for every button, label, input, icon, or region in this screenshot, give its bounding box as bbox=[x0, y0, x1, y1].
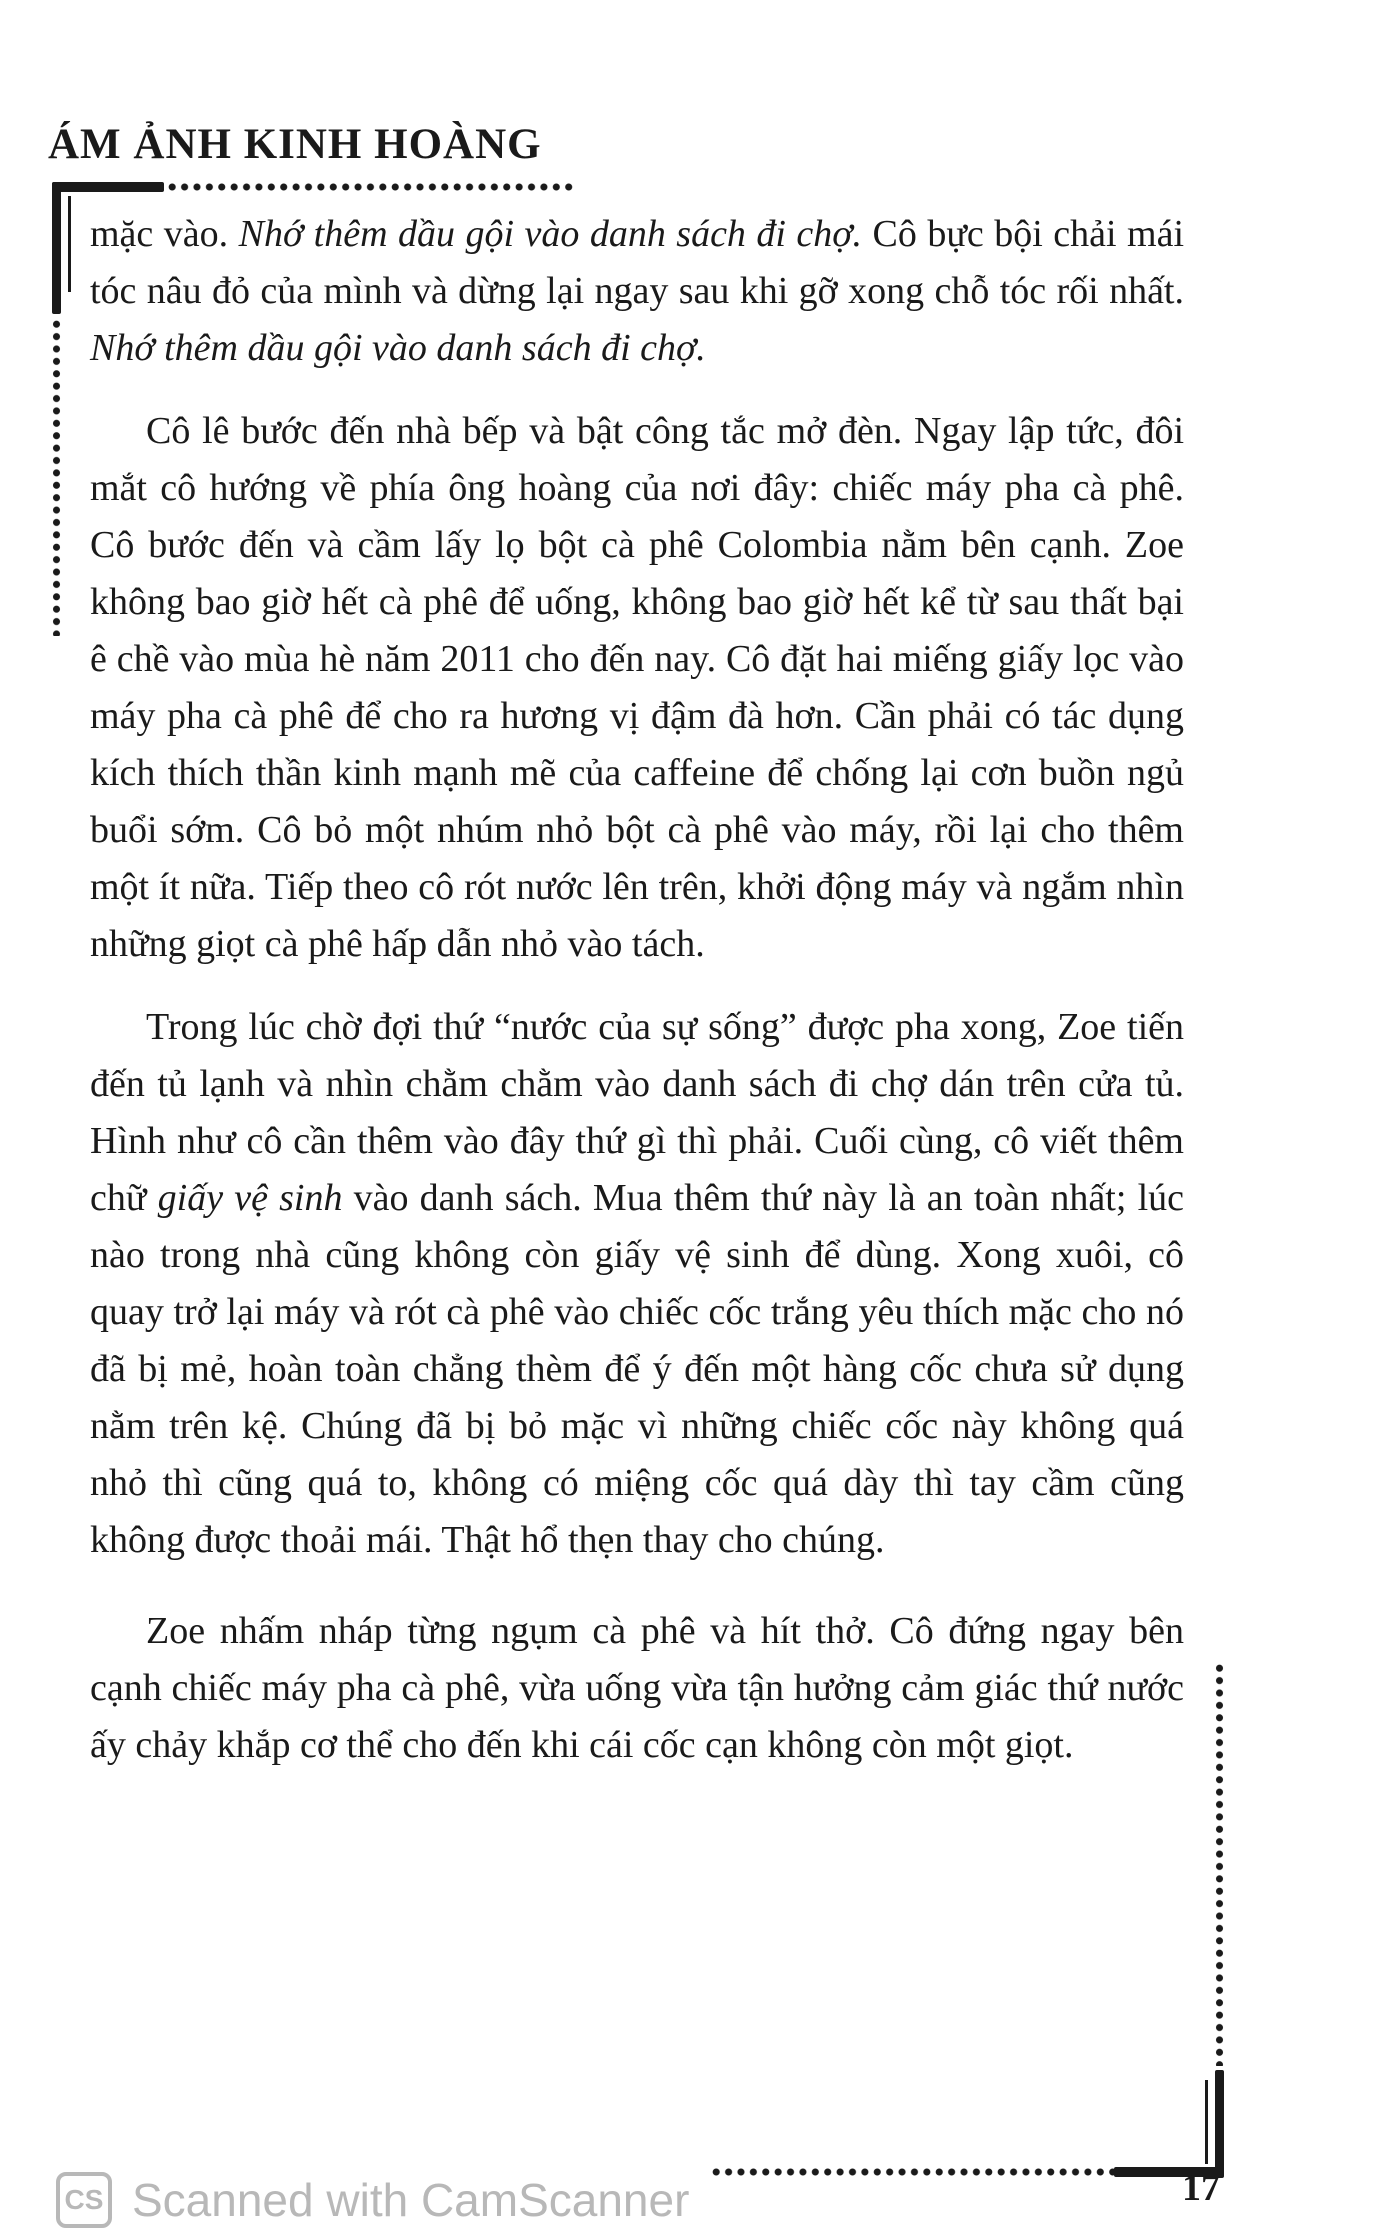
ornament-right-dots bbox=[1214, 1662, 1225, 2066]
paragraph-2: Cô lê bước đến nhà bếp và bật công tắc mở đèn. Ngay lập tức, đôi mắt cô hướng về phía ông hoàng của nơi đây: chiếc máy pha cà phê. Cô bước đến và cầm lấy lọ bột cà phê Colombia nằm bên cạnh. Zoe không bao giờ hết cà phê để uống, không bao giờ hết kể từ sau thất bại ê chề vào mùa hè năm 2011 cho đến nay. Cô đặt hai miếng giấy lọc vào máy pha cà phê để cho ra hương vị đậm đà hơn. Cần phải có tác dụng kích thích thần kinh mạnh mẽ của caffeine để chống lại cơn buồn ngủ buổi sớm. Cô bỏ một nhúm nhỏ bột cà phê vào máy, rồi lại cho thêm một ít nữa. Tiếp theo cô rót nước lên trên, khởi động máy và ngắm nhìn những giọt cà phê hấp dẫn nhỏ vào tách. bbox=[90, 410, 1184, 965]
ornament-left-dots bbox=[51, 318, 62, 636]
watermark-text: Scanned with CamScanner bbox=[132, 2174, 690, 2226]
page-number: 17 bbox=[1182, 2167, 1220, 2209]
paragraph-3 bbox=[90, 999, 1184, 1569]
p3-italic-b: giấy vệ sinh bbox=[157, 1177, 343, 1219]
ornament-left-inner-line bbox=[68, 196, 71, 292]
p1-text-c: Cô bực bội chải mái tóc nâu đỏ của mình và dừng lại ngay sau khi gỡ xong chỗ tóc rối nhất. bbox=[90, 213, 1185, 312]
ornament-top-bar bbox=[52, 182, 164, 192]
camscanner-logo-icon: CS bbox=[56, 2172, 112, 2228]
p1-italic-d: Nhớ thêm dầu gội vào danh sách đi chợ. bbox=[90, 327, 706, 369]
body-text bbox=[90, 206, 1184, 1774]
ornament-bottom-dots bbox=[710, 2167, 1114, 2177]
running-header: ÁM ẢNH KINH HOÀNG bbox=[48, 121, 542, 168]
camscanner-watermark bbox=[56, 2172, 689, 2228]
ornament-top-dots bbox=[166, 182, 574, 192]
paragraph-1 bbox=[90, 206, 1184, 377]
ornament-right-bar bbox=[1215, 2070, 1224, 2178]
p1-text-a: mặc vào. bbox=[90, 213, 239, 255]
p3-text-a: Trong lúc chờ đợi thứ “nước của sự sống” được pha xong, Zoe tiến đến tủ lạnh và nhìn chằm chằm vào danh sách đi chợ dán trên cửa tủ. Hình như cô cần thêm vào đây thứ gì thì phải. Cuối cùng, cô viết thêm chữ bbox=[90, 1006, 1184, 1219]
paragraph-4: Zoe nhấm nháp từng ngụm cà phê và hít thở. Cô đứng ngay bên cạnh chiếc máy pha cà phê, vừa uống vừa tận hưởng cảm giác thứ nước ấy chảy khắp cơ thể cho đến khi cái cốc cạn không còn một giọt. bbox=[90, 1610, 1184, 1766]
p1-italic-b: Nhớ thêm dầu gội vào danh sách đi chợ. bbox=[238, 213, 863, 255]
ornament-right-inner-line bbox=[1205, 2080, 1208, 2164]
ornament-left-bar bbox=[52, 182, 61, 314]
p3-text-c: vào danh sách. Mua thêm thứ này là an toàn nhất; lúc nào trong nhà cũng không còn giấy vệ sinh để dùng. Xong xuôi, cô quay trở lại máy và rót cà phê vào chiếc cốc trắng yêu thích mặc cho nó đã bị mẻ, hoàn toàn chẳng thèm để ý đến một hàng cốc chưa sử dụng nằm trên kệ. Chúng đã bị bỏ mặc vì những chiếc cốc này không quá nhỏ thì cũng quá to, không có miệng cốc quá dày thì tay cầm cũng không được thoải mái. Thật hổ thẹn thay cho chúng. bbox=[90, 1177, 1184, 1561]
